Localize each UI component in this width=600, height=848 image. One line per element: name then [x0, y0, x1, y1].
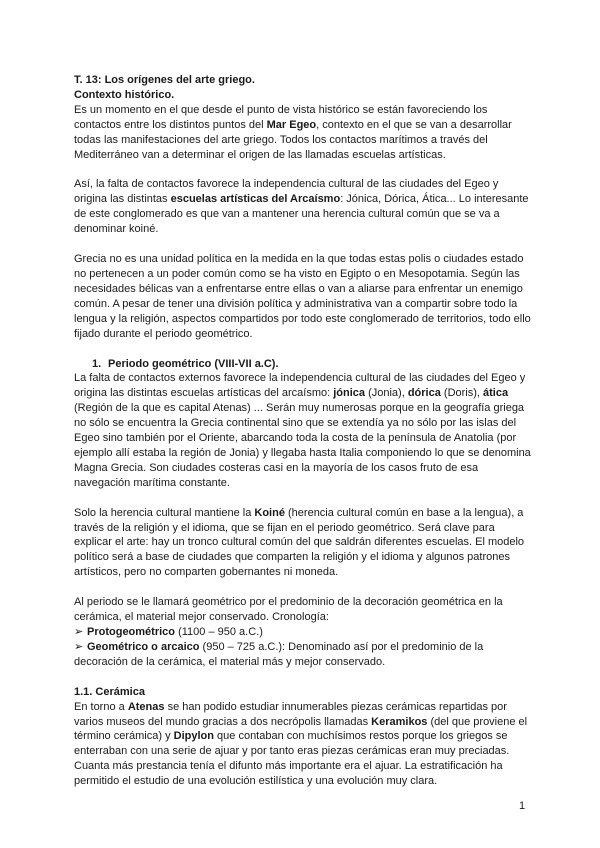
- section-heading-periodo-geometrico: [92, 357, 532, 372]
- intro-paragraph-1: Es un momento en el que desde el punto de vista histórico se están favoreciendo los contactos entre los distintos puntos del Mar Egeo, contexto en el que se van a desarrollar todas las manifestaciones del arte griego. Todos los contactos marítimos a través del Mediterráneo van a determinar el origen de las llamadas escuelas artísticas.: [74, 103, 512, 161]
- arrow-bullet-icon: ➢: [74, 640, 84, 653]
- intro-paragraph-2: Así, la falta de contactos favorece la independencia cultural de las ciudades del Egeo y origina las distintas escuelas artísticas del Arcaísmo: Jónica, Dórica, Ática... Lo interesante de este conglomerado es que van a mantener una herencia cultural común que se va a denominar koiné.: [74, 178, 529, 236]
- section1-paragraph-3: Al periodo se le llamará geométrico por el predominio de la decoración geométrica en la cerámica, el material mejor conservado. Cronología:: [74, 596, 503, 624]
- section1-paragraph-1: La falta de contactos externos favorece la independencia cultural de las ciudades del Egeo y origina las distintas escuelas artísticas del arcaísmo: jónica (Jonia), dórica (Doris), ática (Región de la que es capital Atenas) ... Serán muy numerosas porque en la geografía griega no sólo se encuentra la Grecia continental sino que se extendía ya no sólo por las islas del Egeo sino también por el Oriente, abarcando toda la costa de la península de Anatolia (por ejemplo allí estaba la región de Jonia) y llegaba hasta Italia componiendo lo que se denomina Magna Grecia. Son ciudades costeras casi en la mayoría de los casos fruto de esa navegación marítima constante.: [74, 372, 531, 489]
- bold-term-escuelas: escuelas artísticas del Arcaísmo: [170, 193, 341, 206]
- ceramica-paragraph-1: En torno a Atenas se han podido estudiar innumerables piezas cerámicas repartidas por varios museos del mundo gracias a dos necrópolis llamadas Keramikos (del que proviene el término cerámica) y Dipylon que contaban con muchísimos restos porque los griegos se enterraban con una serie de ajuar y por tanto eras piezas cerámicas eran muy preciadas. Cuanta más prestancia tenía el difunto más importante era el ajuar. La estratificación ha permitido el estudio de una evolución estilística y una evolución muy clara.: [74, 700, 528, 788]
- intro-paragraph-3: Grecia no es una unidad política en la medida en la que todas estas polis o ciudades estado no pertenecen a un poder común como se ha visto en Egipto o en Mesopotamia. Según las necesidades bélicas van a enfrentarse entre ellas o van a aliarse para enfrentar un enemigo común. A pesar de tener una división política y administrativa van a compartir sobre todo la lengua y la religión, aspectos compartidos por todo este conglomerado de territorios, todo ello fijado durante el periodo geométrico.: [74, 253, 531, 340]
- page-number: 1: [519, 800, 526, 812]
- section1-paragraph-2: Solo la herencia cultural mantiene la Koiné (herencia cultural común en base a la lengua), a través de la religión y el idioma, que se fijan en el periodo geométrico. Será clave para explicar el arte: hay un tronco cultural común del que saldrán diferentes escuelas. El modelo político será a base de ciudades que comparten la religión y el idioma y algunos patrones artísticos, pero no comparten gobernantes ni moneda.: [74, 506, 525, 579]
- section-number: 1.: [92, 357, 102, 370]
- section-title: Periodo geométrico (VIII-VII a.C).: [108, 357, 279, 370]
- list-item-geometrico: ➢ Geométrico o arcaico (950 – 725 a.C.): Denominado así por el predominio de la decoración de la cerámica, el material más y mejor conservado.: [74, 640, 484, 668]
- arrow-bullet-icon: ➢: [74, 626, 84, 638]
- document-title: T. 13: Los orígenes del arte griego.: [74, 74, 255, 86]
- list-item-protogeometrico: ➢ Protogeométrico (1100 – 950 a.C.): [74, 626, 263, 638]
- subsection-heading-ceramica: 1.1. Cerámica: [74, 685, 145, 698]
- page-content: [74, 73, 532, 789]
- bold-term-mar-egeo: Mar Egeo: [266, 118, 317, 131]
- document-subtitle: Contexto histórico.: [74, 88, 175, 101]
